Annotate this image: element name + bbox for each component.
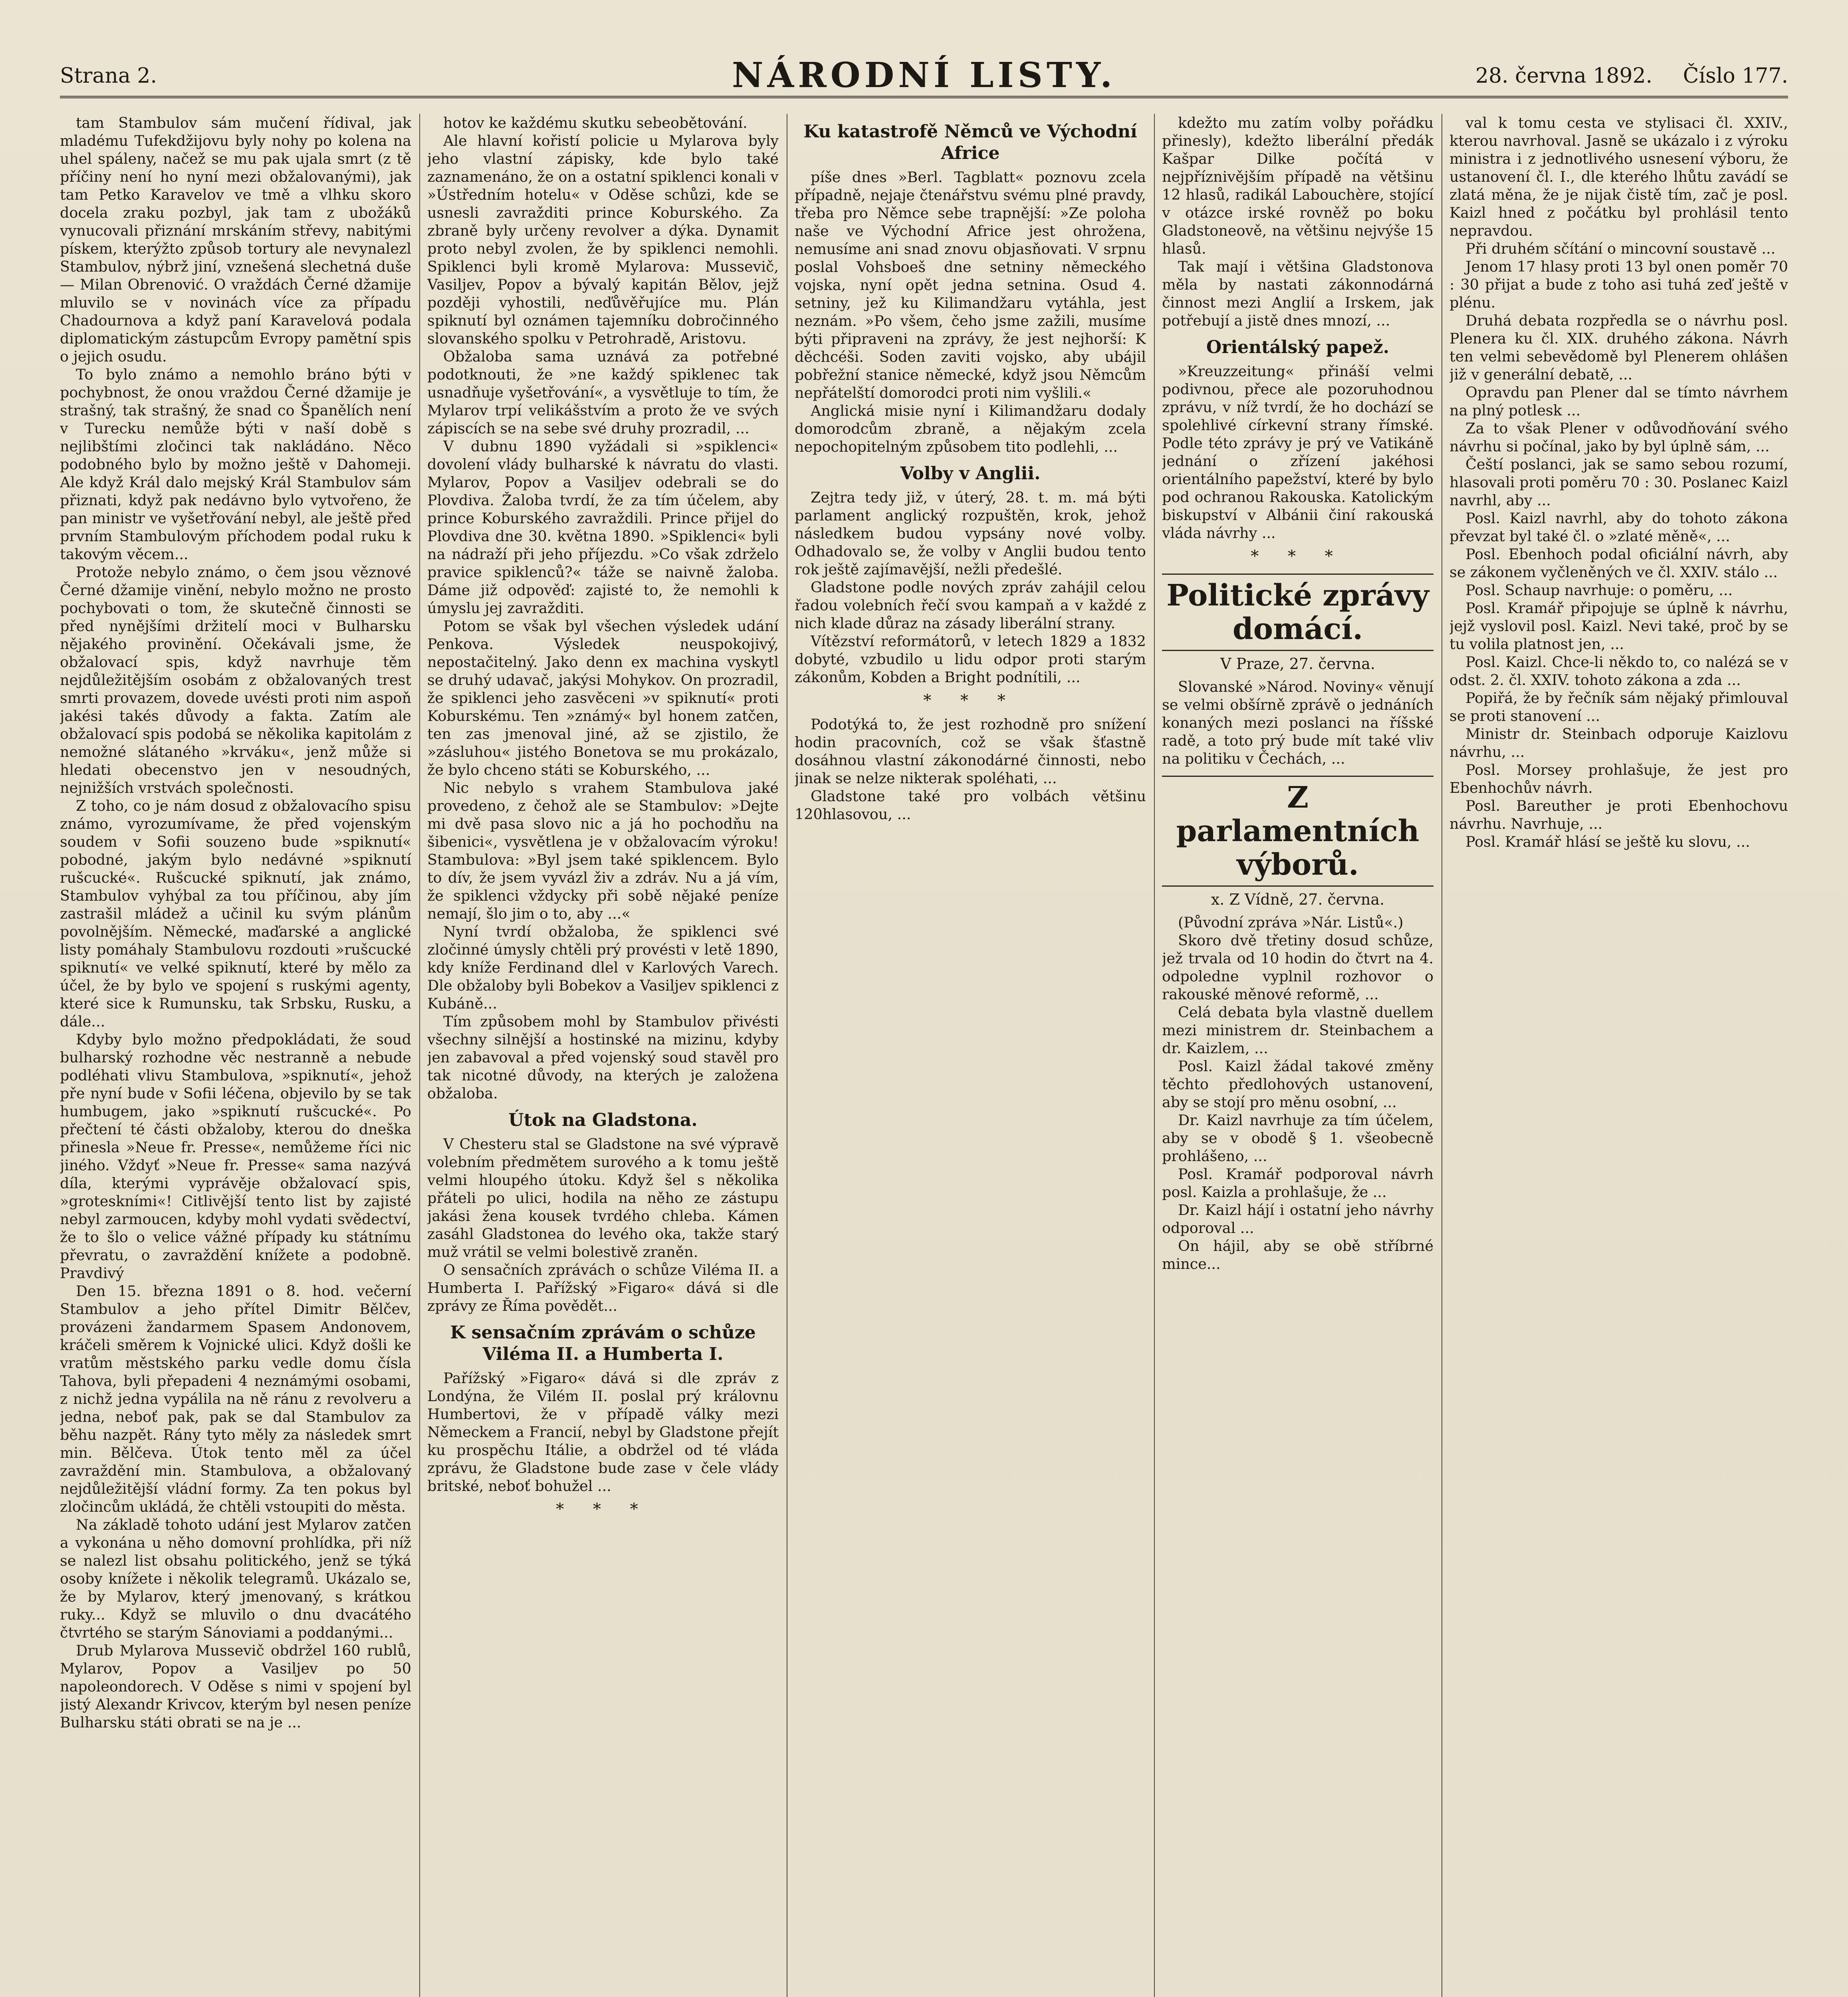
paragraph-text: Za to však Plener v odůvodňování svého návrhu si počínal, jako by byl úplně sám, ... (1449, 420, 1788, 455)
paragraph-text: Při druhém sčítání o mincovní soustavě ... (1465, 240, 1776, 257)
paragraph-text: Gladstone také pro volbách většinu 120hlasovou, ... (795, 788, 1146, 823)
paragraph-text: Gladstone podle nových zpráv zahájil celou řadou volebních řečí svou kampaň a v každé z nich klade důraz na zásady liberální strany. (795, 579, 1146, 632)
paragraph-text: Obžaloba sama uznává za potřebné podotknouti, že »ne každý spiklenec tak usnadňuje vyšetřování«, a vysvětluje to tím, že Mylarov trpí velikášstvím a proto že ve svých zápiscích se na sebe své druhy prozradil, ... (427, 348, 779, 437)
paragraph-text: píše dnes »Berl. Tagblatt« poznovu zcela případně, nejaje čtenářstvu svému plné pravdy, třeba pro Němce sebe trapnější: »Ze poloha naše ve Východní Africe jest ohrožena, nemusíme ani snad znovu objasňovati. V srpnu poslal Vohsboeš dne setniny německého vojska, nyní opět jedna setnina. Osud 4. setniny, jež ku Kilimandžaru vytáhla, jest neznám. »Po všem, čeho jsme zažili, musíme býti připraveni na zprávy, že jest nejhorší: K děchcéši. Soden zaviti vojsko, aby ubájil pobřežní stanice německé, když jsou Němcům nepřátelští domorodci proti nim vyšlili.« (795, 169, 1146, 401)
paragraph-text: V Chesteru stal se Gladstone na své výpravě volebním předmětem surového a k tomu ještě velmi hloupého útoku. Když šel s několika přáteli po ulici, hodila na něho ze zástupu jakási žena kousek tvrdého chleba. Kámen zasáhl Gladstonea do levého oka, takže starý muž vrátil se velmi bolestivě zraněn. (427, 1135, 779, 1261)
paragraph-text: tam Stambulov sám mučení řídival, jak mladému Tufekdžijovu byly nohy po kolena na uhel spáleny, načež se mu pak ujala smrt (z tě příčiny není ho nyní mezi obžalovanými), jak tam Petko Karavelov ve tmě a vlhku skoro docela zraku pozbyl, jak tam z ubožáků vynucovali přiznání mrskáním střevy, nabitými pískem, kterýžto způsob tortury ale nevynalezl Stambulov, nýbrž jiní, vznešená slechetná duše — Milan Obrenović. O vraždách Černé džamije mluvilo se v novinách více za případu Chadournova a když paní Karavelová podala diplomatickým zástupcům Evropy pamětní spis o jejich osudu. (60, 114, 411, 365)
dateline: x. Z Vídně, 27. června. (1211, 891, 1385, 908)
column-4 (1162, 114, 1434, 1997)
paragraph-text: Posl. Kramář připojuje se úplně k návrhu, jejž vyslovil posl. Kaizl. Nevi také, proč by se tu volila platnost jen, ... (1449, 599, 1788, 653)
paragraph-text: Tak mají i většina Gladstonova měla by nastati zákonnodárná činnost mezi Anglií a Irskem, jak potřebují a jistě dnes mnozí, ... (1162, 258, 1434, 329)
paragraph-text: Anglická misie nyní i Kilimandžaru dodaly domorodcům zbraně, a nějakým zcela nepochopitelným způsobem tito podlehli, ... (795, 402, 1146, 455)
paragraph-text: Nic nebylo s vrahem Stambulova jaké provedeno, z čehož ale se Stambulov: »Dejte mi dvě pasa slovo nic a já ho pochodňu na šibenici«, vysvětlena je v obžalovacím výroku! Stambulova: »Byl jsem také spiklencem. Bylo to dív, že jsem vyvázl živ a zdráv. Nu a já vím, že spiklenci vždycky při sobě nějaké peníze nemají, šlo jim o to, aby ...« (427, 779, 779, 922)
paragraph-text: Protože nebylo známo, o čem jsou věznové Černé džamije vinění, nebylo možno ne prosto pochybovati o tom, že skutečně činnosti se před nynějšími držitelí moci v Bulharsku nějakého provinění. Očekávali jsme, že obžalovací spis, když navrhuje těm nejdůležitějším osobám z obžalovaných trest smrti provazem, dovede uvésti proti nim aspoň jakési takés důvody a fakta. Zatím ale obžalovací spis podobá se několika kapitolám z nemožné slátaného »krváku«, jenž může si hledati obecenstvo jen v nesoudných, nejnižších vrstvách společnosti. (60, 564, 411, 796)
paragraph-text: On hájil, aby se obě stříbrné mince... (1162, 1237, 1434, 1272)
paragraph-text: Popiřá, že by řečník sám nějaký přimlouval se proti stanovení ... (1449, 689, 1788, 725)
paragraph-text: Posl. Schaup navrhuje: o poměru, ... (1465, 582, 1733, 599)
issue-info (1451, 64, 1788, 88)
paragraph-text: Podotýká to, že jest rozhodně pro snížení hodin pracovních, což se však šťastně dosáhnou vlastní zákonodárné činnosti, nebo jinak se nelze nikterak spoléhati, ... (795, 716, 1146, 787)
issue-date: 28. června 1892. (1475, 64, 1653, 88)
page-header (60, 48, 1788, 98)
paragraph-text: Ale hlavní kořistí policie u Mylarova byly jeho vlastní zápisky, kde bylo také zaznamenáno, že on a ostatní spiklenci konali v »Ústředním hotelu« v Oděse schůzi, kde se usnesli zavražditi prince Koburského. Za zbraně byly určeny revolver a dýka. Dynamit proto nebyl zvolen, že by spiklenci nemohli. Spiklenci byli kromě Mylarova: Mussevič, Vasiljev, Popov a bývalý kapitán Bělov, jejž později vyhostili, neďůvěřujíce mu. Plán spiknutí byl oznámen tajemníku dobročinného slovanského spolku v Petrohradě, Aristovu. (427, 132, 779, 347)
paragraph-text: Posl. Morsey prohlašuje, že jest pro Ebenhochův návrh. (1449, 761, 1788, 796)
article-headline: Volby v Anglii. (900, 463, 1041, 484)
paragraph-text: Slovanské »Národ. Noviny« věnují se velmi obšírně zprávě o jednáních konaných mezi poslanci na říšské radě, a toto prý bude mít také vliv na politiku v Čechách, ... (1162, 678, 1434, 767)
paragraph-text: Z toho, co je nám dosud z obžalovacího spisu známo, vyrozumívame, že před vojenským soudem v Sofii souzeno bude »spiknutí« pobodné, jakým bylo nedávné »spiknutí rušcucké«. Rušcucké spiknutí, jak známo, Stambulov vyhýbal za tou příčinou, aby jím zastrašil mládež a učinil ku svým plánům povolnějším. Německé, maďarské a anglické listy pomáhaly Stambulovu rozdouti »rušcucké spiknutí« ve velké spiknutí, které by mělo za účel, že by bylo ve spojení s ruskými agenty, které sice k Rumunsku, tak Srbsku, Rusku, a dále... (60, 797, 411, 1030)
paragraph-text: Vítězství reformátorů, v letech 1829 a 1832 dobyté, vzbudilo u lidu odpor proti starým zákonům, Kobden a Bright podnítili, ... (795, 633, 1146, 686)
column-divider (419, 114, 420, 1997)
article-headline: Útok na Gladstona. (508, 1110, 698, 1130)
column-divider (1154, 114, 1155, 1997)
article-headline: Ku katastrofě Němců ve Východní Africe (803, 121, 1137, 163)
section-headline: Politické zprávy domácí. (1162, 574, 1434, 651)
paragraph-text: Na základě tohoto udání jest Mylarov zatčen a vykonána u něho domovní prohlídka, při níž se nalezl list obsahu politického, jenž se týká osoby knížete i několik telegramů. Ukázalo se, že by Mylarov, který jmenovaný, s krátkou ruky... Když se mluvilo o dnu dvacátého čtvrtého se starým Sánoviami a poddanými... (60, 1516, 411, 1641)
paragraph-text: Zejtra tedy již, v úterý, 28. t. m. má býti parlament anglický rozpuštěn, krok, jehož následkem budou vypsány nové volby. Odhadovalo se, že volby v Anglii budou tento rok ještě zajímavější, nežli předešlé. (795, 489, 1146, 578)
paragraph-text: Celá debata byla vlastně duellem mezi ministrem dr. Steinbachem a dr. Kaizlem, ... (1162, 1004, 1434, 1057)
paragraph-text: Jenom 17 hlasy proti 13 byl onen poměr 70 : 30 přijat a bude z toho asi tuhá zeď ještě v plénu. (1449, 258, 1788, 311)
paragraph-text: val k tomu cesta ve stylisaci čl. XXIV., kterou navrhoval. Jasně se ukázalo i z výroku ministra i z jednotlivého usnesení výboru, že ustanovení čl. I., dle kterého lhůtu zavádí se zlatá měna, že je nijak čistě tím, zač je posl. Kaizl hned z počátku byl prohlásil tento nepravdou. (1449, 114, 1788, 239)
column-3 (795, 114, 1146, 1997)
issue-number: Číslo 177. (1683, 64, 1788, 88)
paragraph-text: Den 15. března 1891 o 8. hod. večerní Stambulov a jeho přítel Dimitr Bělčev, provázeni žandarmem Spasem Andonovem, kráčeli směrem k Vojnické ulici. Když došli ke vratům městského parku vedle domu čísla Tahova, byli přepadeni 4 neznámými osobami, z nichž jedna vypálila na ně ránu z revolveru a jedna, neboť pak, pak se dal Stambulov za běhu nazpět. Rány tyto měly za následek smrt min. Bělčeva. Útok tento měl za účel zavraždění min. Stambulova, a obžalovaný nejdůležitější vládní formy. Za ten pokus byl zločincům ukládá, že chtěli vstoupiti do města. (60, 1282, 411, 1515)
paragraph-text: Posl. Kaizl navrhl, aby do tohoto zákona převzat byl také čl. o »zlaté měně«, ... (1449, 510, 1788, 545)
paragraph-text: Kdyby bylo možno předpokládati, že soud bulharský rozhodne věc nestranně a nebude podléhati vlivu Stambulova, »spiknutí«, jehož pře nyní bude v Sofii léčena, objevilo by se tak humbugem, jako »spiknutí rušcucké«. Po přečtení té části obžaloby, kterou do dneška přinesla »Neue fr. Presse«, nemůžeme říci nic jiného. Vždyť »Neue fr. Presse« sama nazývá díla, kterými vyprávěje obžalovací spis, »groteskními«! Citlivější tento list by zajisté nebyl zarmoucen, kdyby mohl vydati svědectví, že to šlo o velice vážné případy ku státnímu převratu, o zavraždění knížete a podobně. Pravdivý (60, 1031, 411, 1282)
paragraph-text: Posl. Kaizl žádal takové změny těchto předlohových ustanovení, aby se stojí pro měnu osobní, ... (1162, 1058, 1434, 1111)
article-headline: K sensačním zprávám o schůze Viléma II. a Humberta I. (450, 1322, 756, 1364)
paragraph-text: hotov ke každému skutku sebeobětování. (443, 114, 748, 131)
paragraph-text: Potom se však byl všechen výsledek udání Penkova. Výsledek neuspokojivý, nepostačitelný. Jako denn ex machina vyskytl se druhý udavač, jakýsi Mohykov. On prozradil, že spiklenci jeho zasvěceni »v spiknutí« proti Koburskému. Ten »známý« byl honem zatčen, ten zas jmenoval jiné, až se zjistilo, že »zásluhou« jistého Bonetova se mu prokázalo, že bylo chceno státi se Koburského, ... (427, 617, 779, 778)
paragraph-text: Posl. Kramář hlásí se ještě ku slovu, ... (1465, 833, 1750, 850)
column-1 (60, 114, 411, 1997)
paragraph-text: Dr. Kaizl navrhuje za tím účelem, aby se v obodě § 1. všeobecně prohlášeno, ... (1162, 1112, 1434, 1165)
paragraph-text: V dubnu 1890 vyžádali si »spiklenci« dovolení vlády bulharské k návratu do vlasti. Mylarov, Popov a Vasiljev odebrali se do Plovdiva. Žaloba tvrdí, že za tím účelem, aby prince Koburského zavraždili. Prince přijel do Plovdiva dne 30. května 1890. »Spiklenci« byli na nádraží při jeho příjezdu. »Co však zdrželo pravice spiklenců?« táže se naivně žaloba. Dáme již odpověď: zajisté to, že nemohli k úmyslu jej zavražditi. (427, 438, 779, 617)
paragraph-text: Posl. Bareuther je proti Ebenhochovu návrhu. Navrhuje, ... (1449, 797, 1788, 832)
paragraph-text: Dr. Kaizl hájí i ostatní jeho návrhy odporoval ... (1162, 1201, 1434, 1237)
masthead-title: NÁRODNÍ LISTY. (732, 55, 1116, 95)
paragraph-text: Tím způsobem mohl by Stambulov přivésti všechny silnější a hostinské na mizinu, kdyby jen zabavoval a před vojenský soud stavěl pro tak nicotné důvody, na kterých je založena obžaloba. (427, 1013, 779, 1102)
dateline: V Praze, 27. června. (1220, 655, 1375, 673)
paragraph-text: Posl. Kramář podporoval návrh posl. Kaizla a prohlašuje, že ... (1162, 1165, 1434, 1201)
paragraph-text: Nyní tvrdí obžaloba, že spiklenci své zločinné úmysly chtěli prý provésti v letě 1890, kdy kníže Ferdinand dlel v Karlových Varech. Dle obžaloby byli Bobekov a Vasiljev spiklenci z Kubáně... (427, 923, 779, 1012)
paragraph-text: Skoro dvě třetiny dosud schůze, jež trvala od 10 hodin do čtvrt na 4. odpoledne vyplnil rozhovor o rakouské měnové reformě, ... (1162, 932, 1434, 1003)
article-headline: Orientálský papež. (1206, 337, 1390, 357)
paragraph-text: (Původní zpráva »Nár. Listů«.) (1178, 914, 1404, 931)
paragraph-text: »Kreuzzeitung« přináší velmi podivnou, přece ale pozoruhodnou zprávu, v níž tvrdí, že ho dochází se spolehlivé církevní strany římské. Podle této zprávy je prý ve Vatikáně jednání o zřízení jakéhosi orientálního papežství, které by bylo pod ochranou Rakouska. Katolickým biskupství v Albánii činí rakouská vláda návrhy ... (1162, 363, 1434, 542)
paragraph-text: Drub Mylarova Mussevič obdržel 160 rublů, Mylarov, Popov a Vasiljev po 50 napoleondorech. V Oděse s nimi v spojení byl jistý Alexandr Krivcov, kterým byl nesen peníze Bulharsku státi obrati se na je ... (60, 1642, 411, 1731)
paragraph-text: Pařížský »Figaro« dává si dle zpráv z Londýna, že Vilém II. poslal prý královnu Humbertovi, že v případě války mezi Německem a Francií, nebyl by Gladstone přejít ku prospěchu Itálie, a obdržel od té vláda zprávu, že Gladstone bude zase v čele vlády britské, neboť bohužel ... (427, 1370, 779, 1495)
section-separator: * * * (1251, 547, 1345, 566)
paragraph-text: Čeští poslanci, jak se samo sebou rozumí, hlasovali proti poměru 70 : 30. Poslanec Kaizl navrhl, aby ... (1449, 456, 1788, 509)
paragraph-text: O sensačních zprávách o schůze Viléma II. a Humberta I. Pařížský »Figaro« dává si dle zprávy ze Říma povědět... (427, 1261, 779, 1314)
paragraph-text: Ministr dr. Steinbach odporuje Kaizlovu návrhu, ... (1449, 725, 1788, 760)
paragraph-text: Opravdu pan Plener dal se tímto návrhem na plný potlesk ... (1449, 384, 1788, 419)
paragraph-text: Druhá debata rozpředla se o návrhu posl. Plenera ku čl. XIX. druhého zákona. Návrh ten velmi sebevědomě byl Plenerem ohlášen již v generální debatě, ... (1449, 312, 1788, 383)
column-2 (427, 114, 779, 1997)
section-separator: * * * (556, 1500, 650, 1519)
section-headline: Z parlamentních výborů. (1162, 776, 1434, 887)
paragraph-text: To bylo známo a nemohlo bráno býti v pochybnost, že onou vraždou Černé džamije je strašný, tak strašný, že snad co Španělích není v Turecku nemůže býti v naší době s nejlibštími zločinci tak nakládáno. Něco podobného bylo by možno ještě v Dahomeji. Ale když Král dalo mejský Král Stambulov sám přiznati, když pak nedávno bylo vytvořeno, že pan ministr ve vyšetřování nebyl, ale ještě před prvním Stambulovým příchodem podal ruku k takovým věcem... (60, 366, 411, 563)
column-5 (1449, 114, 1788, 1997)
paragraph-text: kdežto mu zatím volby pořádku přinesly), kdežto liberální předák Kašpar Dilke počítá v nejpříznivějším případě na většinu 12 hlasů, radikál Labouchère, stojící v otázce irské rovněž po boku Gladstoneově, na většinu nejvýše 15 hlasů. (1162, 114, 1434, 257)
section-separator: * * * (923, 691, 1017, 710)
paragraph-text: Posl. Ebenhoch podal oficiální návrh, aby se zákonem vyčleněných ve čl. XXIV. stálo ... (1449, 546, 1788, 581)
page-number: Strana 2. (60, 64, 157, 88)
paragraph-text: Posl. Kaizl. Chce-li někdo to, co nalézá se v odst. 2. čl. XXIV. tohoto zákona a zda ... (1449, 653, 1788, 689)
